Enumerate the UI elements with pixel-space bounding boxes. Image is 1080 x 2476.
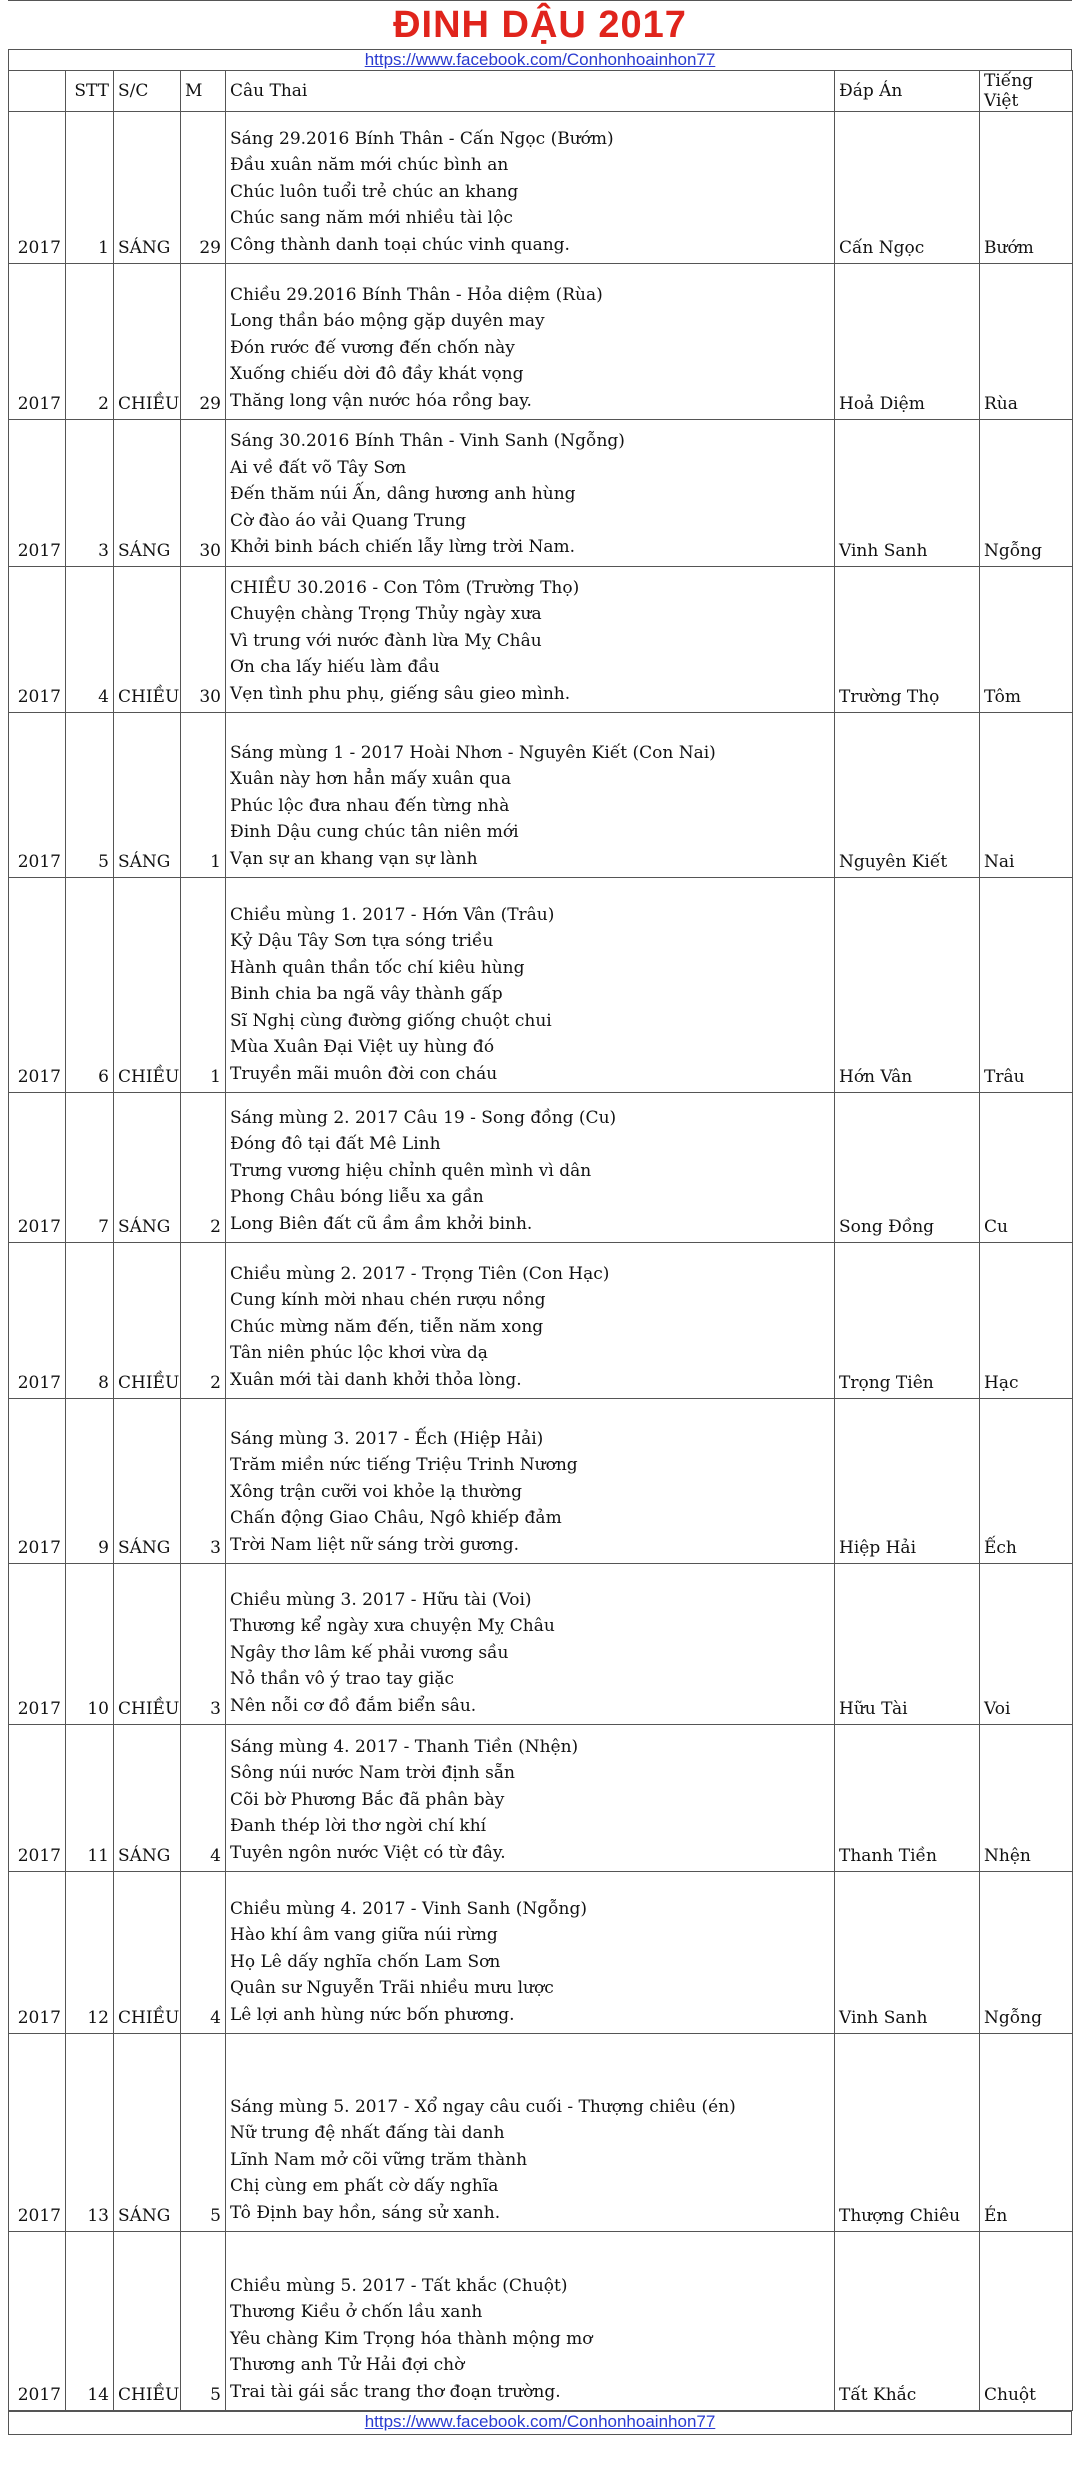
header-dap-an: Đáp Án xyxy=(835,71,980,112)
table-row xyxy=(9,1725,1073,1872)
verse-line: Chấn động Giao Châu, Ngô khiếp đảm xyxy=(230,1508,562,1528)
sc-cell: CHIỀU xyxy=(114,2232,181,2411)
verse-line: Ai về đất võ Tây Sơn xyxy=(230,457,407,478)
facebook-link-top[interactable]: https://www.facebook.com/Conhonhoainhon77 xyxy=(364,50,716,69)
verse-cell xyxy=(226,2034,835,2232)
verse-line: Cờ đào áo vải Quang Trung xyxy=(230,510,467,531)
year-cell: 2017 xyxy=(9,2232,66,2411)
stt-cell: 6 xyxy=(66,878,114,1093)
stt-cell: 8 xyxy=(66,1243,114,1399)
sc-cell: CHIỀU xyxy=(114,264,181,420)
answer-cell: Song Đồng xyxy=(835,1093,980,1243)
verse-line: Long Biên đất cũ ầm ầm khởi binh. xyxy=(230,1213,533,1234)
verse-line: Nên nỗi cơ đồ đắm biển sâu. xyxy=(230,1695,477,1716)
verse-line: Sáng mùng 4. 2017 - Thanh Tiền (Nhện) xyxy=(230,1736,579,1757)
header-tieng-viet: Tiếng Việt xyxy=(980,71,1073,112)
answer-cell: Vinh Sanh xyxy=(835,420,980,567)
table-row xyxy=(9,566,1073,713)
verse-line: Quân sư Nguyễn Trãi nhiều mưu lược xyxy=(230,1978,554,1998)
header-sc: S/C xyxy=(114,71,181,112)
sc-cell: SÁNG xyxy=(114,713,181,878)
year-cell: 2017 xyxy=(9,1243,66,1399)
year-cell: 2017 xyxy=(9,1725,66,1872)
verse-line: Yêu chàng Kim Trọng hóa thành mộng mơ xyxy=(230,2328,593,2349)
vietnamese-cell: Hạc xyxy=(980,1243,1073,1399)
verse-line: Tô Định bay hồn, sáng sử xanh. xyxy=(230,2202,501,2223)
stt-cell: 7 xyxy=(66,1093,114,1243)
stt-cell: 4 xyxy=(66,566,114,713)
verse-line: Sáng 29.2016 Bính Thân - Cấn Ngọc (Bướm) xyxy=(230,128,614,149)
verse-line: Nữ trung đệ nhất đấng tài danh xyxy=(230,2123,505,2143)
verse-cell xyxy=(226,566,835,713)
verse-line: Chúc mừng năm đến, tiễn năm xong xyxy=(230,1316,544,1337)
table-row xyxy=(9,1093,1073,1243)
verse-line: Vạn sự an khang vạn sự lành xyxy=(230,848,478,869)
table-row xyxy=(9,2034,1073,2232)
verse-line: Chiều mùng 4. 2017 - Vinh Sanh (Ngỗng) xyxy=(230,1898,587,1919)
sc-cell: SÁNG xyxy=(114,2034,181,2232)
verse-cell xyxy=(226,420,835,567)
verse-line: Long thần báo mộng gặp duyên may xyxy=(230,311,545,331)
vietnamese-cell: Rùa xyxy=(980,264,1073,420)
table-row xyxy=(9,1872,1073,2034)
table-row xyxy=(9,1243,1073,1399)
verse-line: Sáng mùng 2. 2017 Câu 19 - Song đồng (Cu) xyxy=(230,1107,617,1128)
table-row xyxy=(9,2232,1073,2411)
answer-cell: Vinh Sanh xyxy=(835,1872,980,2034)
answer-cell: Cấn Ngọc xyxy=(835,112,980,264)
stt-cell: 1 xyxy=(66,112,114,264)
verse-line: Sáng 30.2016 Bính Thân - Vinh Sanh (Ngỗng) xyxy=(230,431,625,451)
verse-line: Thương kể ngày xưa chuyện Mỵ Châu xyxy=(230,1616,555,1636)
m-cell: 2 xyxy=(181,1243,226,1399)
verse-line: Chiều mùng 5. 2017 - Tất khắc (Chuột) xyxy=(230,2275,568,2296)
m-cell: 3 xyxy=(181,1399,226,1564)
verse-line: Hào khí âm vang giữa núi rừng xyxy=(230,1925,498,1945)
verse-line: Trăm miền nức tiếng Triệu Trinh Nương xyxy=(230,1455,578,1475)
verse-line: Sáng mùng 5. 2017 - Xổ ngay câu cuối - Thượng chiêu (én) xyxy=(230,2096,736,2117)
verse-line: Ơn cha lấy hiếu làm đầu xyxy=(230,657,440,677)
verse-line: Sáng mùng 1 - 2017 Hoài Nhơn - Nguyên Kiết (Con Nai) xyxy=(230,742,716,763)
stt-cell: 13 xyxy=(66,2034,114,2232)
stt-cell: 3 xyxy=(66,420,114,567)
m-cell: 29 xyxy=(181,264,226,420)
m-cell: 5 xyxy=(181,2232,226,2411)
answer-cell: Thượng Chiêu xyxy=(835,2034,980,2232)
verse-line: Cung kính mời nhau chén rượu nồng xyxy=(230,1290,546,1310)
verse-line: Vì trung với nước đành lừa Mỵ Châu xyxy=(230,630,542,651)
verse-line: Lĩnh Nam mở cõi vững trăm thành xyxy=(230,2149,528,2170)
verse-line: Phong Châu bóng liễu xa gần xyxy=(230,1187,484,1207)
vietnamese-cell: Ngỗng xyxy=(980,420,1073,567)
verse-line: Truyền mãi muôn đời con cháu xyxy=(230,1063,498,1084)
vietnamese-cell: Voi xyxy=(980,1564,1073,1725)
verse-line: Tuyên ngôn nước Việt có từ đây. xyxy=(230,1842,506,1863)
verse-line: Đóng đô tại đất Mê Linh xyxy=(230,1134,441,1154)
verse-line: Khởi binh bách chiến lẫy lừng trời Nam. xyxy=(230,537,576,557)
sc-cell: CHIỀU xyxy=(114,1243,181,1399)
verse-line: Công thành danh toại chúc vinh quang. xyxy=(230,234,570,255)
verse-line: Binh chia ba ngã vây thành gấp xyxy=(230,984,503,1004)
verse-cell xyxy=(226,1399,835,1564)
verse-cell xyxy=(226,878,835,1093)
year-cell: 2017 xyxy=(9,713,66,878)
verse-line: Nỏ thần vô ý trao tay giặc xyxy=(230,1669,454,1689)
verse-line: Họ Lê dấy nghĩa chốn Lam Sơn xyxy=(230,1951,501,1972)
header-stt: STT xyxy=(66,71,114,112)
sc-cell: SÁNG xyxy=(114,1399,181,1564)
verse-cell xyxy=(226,1725,835,1872)
sc-cell: SÁNG xyxy=(114,420,181,567)
verse-line: Thăng long vận nước hóa rồng bay. xyxy=(230,390,532,411)
answer-cell: Thanh Tiền xyxy=(835,1725,980,1872)
verse-line: Vẹn tình phu phụ, giếng sâu gieo mình. xyxy=(230,683,571,704)
stt-cell: 9 xyxy=(66,1399,114,1564)
verse-line: Chúc sang năm mới nhiều tài lộc xyxy=(230,208,513,228)
table-row xyxy=(9,713,1073,878)
verse-line: Sáng mùng 3. 2017 - Ếch (Hiệp Hải) xyxy=(230,1428,544,1449)
facebook-link-bottom[interactable]: https://www.facebook.com/Conhonhoainhon77 xyxy=(364,2412,716,2431)
answer-cell: Trường Thọ xyxy=(835,566,980,713)
vietnamese-cell: Én xyxy=(980,2034,1073,2232)
year-cell: 2017 xyxy=(9,2034,66,2232)
verse-cell xyxy=(226,264,835,420)
bottom-link-row xyxy=(8,2411,1072,2435)
verse-line: Lê lợi anh hùng nức bốn phương. xyxy=(230,2004,515,2025)
vietnamese-cell: Cu xyxy=(980,1093,1073,1243)
stt-cell: 10 xyxy=(66,1564,114,1725)
answer-cell: Hớn Vân xyxy=(835,878,980,1093)
stt-cell: 5 xyxy=(66,713,114,878)
verse-line: Thương anh Tử Hải đợi chờ xyxy=(230,2355,465,2375)
m-cell: 29 xyxy=(181,112,226,264)
table-row xyxy=(9,1399,1073,1564)
answer-cell: Trọng Tiên xyxy=(835,1243,980,1399)
page-title: ĐINH DẬU 2017 xyxy=(8,0,1072,49)
m-cell: 1 xyxy=(181,713,226,878)
verse-line: Chuyện chàng Trọng Thủy ngày xưa xyxy=(230,604,542,624)
vietnamese-cell: Ếch xyxy=(980,1399,1073,1564)
top-link-row xyxy=(8,49,1072,70)
answer-cell: Hoả Diệm xyxy=(835,264,980,420)
m-cell: 5 xyxy=(181,2034,226,2232)
sc-cell: SÁNG xyxy=(114,112,181,264)
vietnamese-cell: Nai xyxy=(980,713,1073,878)
m-cell: 4 xyxy=(181,1872,226,2034)
verse-line: Đến thăm núi Ấn, dâng hương anh hùng xyxy=(230,484,576,504)
verse-line: Kỷ Dậu Tây Sơn tựa sóng triều xyxy=(230,931,494,951)
vietnamese-cell: Tôm xyxy=(980,566,1073,713)
verse-line: Trưng vương hiệu chỉnh quên mình vì dân xyxy=(230,1160,592,1181)
answer-cell: Tất Khắc xyxy=(835,2232,980,2411)
year-cell: 2017 xyxy=(9,112,66,264)
table-header-row xyxy=(9,71,1073,112)
stt-cell: 14 xyxy=(66,2232,114,2411)
answer-cell: Hữu Tài xyxy=(835,1564,980,1725)
verse-line: Trời Nam liệt nữ sáng trời gương. xyxy=(230,1534,519,1555)
verse-line: Xuân mới tài danh khởi thỏa lòng. xyxy=(230,1369,522,1390)
verse-line: Cõi bờ Phương Bắc đã phân bày xyxy=(230,1789,505,1810)
table-row xyxy=(9,1564,1073,1725)
sc-cell: CHIỀU xyxy=(114,1564,181,1725)
verse-cell xyxy=(226,1564,835,1725)
verse-cell xyxy=(226,1872,835,2034)
riddle-table xyxy=(8,70,1073,2411)
verse-cell xyxy=(226,112,835,264)
m-cell: 3 xyxy=(181,1564,226,1725)
year-cell: 2017 xyxy=(9,420,66,567)
verse-line: Đinh Dậu cung chúc tân niên mới xyxy=(230,822,519,842)
verse-line: Ngây thơ lâm kế phải vương sầu xyxy=(230,1642,509,1663)
m-cell: 30 xyxy=(181,566,226,713)
m-cell: 2 xyxy=(181,1093,226,1243)
sc-cell: CHIỀU xyxy=(114,1872,181,2034)
header-year xyxy=(9,71,66,112)
verse-cell xyxy=(226,1093,835,1243)
verse-line: Đầu xuân năm mới chúc bình an xyxy=(230,155,509,175)
year-cell: 2017 xyxy=(9,878,66,1093)
answer-cell: Hiệp Hải xyxy=(835,1399,980,1564)
verse-line: Sông núi nước Nam trời định sẵn xyxy=(230,1763,515,1783)
verse-line: Chúc luôn tuổi trẻ chúc an khang xyxy=(230,181,519,202)
vietnamese-cell: Bướm xyxy=(980,112,1073,264)
vietnamese-cell: Ngỗng xyxy=(980,1872,1073,2034)
verse-line: Chiều 29.2016 Bính Thân - Hỏa diệm (Rùa) xyxy=(230,284,603,305)
year-cell: 2017 xyxy=(9,1564,66,1725)
verse-line: Xuân này hơn hẳn mấy xuân qua xyxy=(230,769,512,789)
year-cell: 2017 xyxy=(9,1872,66,2034)
stt-cell: 11 xyxy=(66,1725,114,1872)
verse-line: Hành quân thần tốc chí kiêu hùng xyxy=(230,957,525,978)
verse-line: Tân niên phúc lộc khơi vừa dạ xyxy=(230,1343,488,1363)
table-row xyxy=(9,878,1073,1093)
answer-cell: Nguyên Kiết xyxy=(835,713,980,878)
verse-line: Trai tài gái sắc trang thơ đoạn trường. xyxy=(230,2381,561,2402)
sc-cell: CHIỀU xyxy=(114,878,181,1093)
verse-line: Xuống chiếu dời đô đầy khát vọng xyxy=(230,364,524,384)
m-cell: 4 xyxy=(181,1725,226,1872)
vietnamese-cell: Nhện xyxy=(980,1725,1073,1872)
vietnamese-cell: Trâu xyxy=(980,878,1073,1093)
verse-line: Thương Kiều ở chốn lầu xanh xyxy=(230,2302,483,2322)
m-cell: 1 xyxy=(181,878,226,1093)
year-cell: 2017 xyxy=(9,1399,66,1564)
verse-line: Đón rước đế vương đến chốn này xyxy=(230,337,515,358)
vietnamese-cell: Chuột xyxy=(980,2232,1073,2411)
header-cau-thai: Câu Thai xyxy=(226,71,835,112)
header-m: M xyxy=(181,71,226,112)
m-cell: 30 xyxy=(181,420,226,567)
verse-line: Chiều mùng 3. 2017 - Hữu tài (Voi) xyxy=(230,1589,532,1610)
verse-cell xyxy=(226,2232,835,2411)
year-cell: 2017 xyxy=(9,1093,66,1243)
verse-line: Xông trận cưỡi voi khỏe lạ thường xyxy=(230,1481,522,1502)
verse-cell xyxy=(226,1243,835,1399)
verse-cell xyxy=(226,713,835,878)
stt-cell: 12 xyxy=(66,1872,114,2034)
sheet xyxy=(8,0,1072,2435)
year-cell: 2017 xyxy=(9,566,66,713)
sc-cell: CHIỀU xyxy=(114,566,181,713)
verse-line: Chiều mùng 2. 2017 - Trọng Tiên (Con Hạc) xyxy=(230,1263,610,1284)
verse-line: Sĩ Nghị cùng đường giống chuột chui xyxy=(230,1010,552,1031)
verse-line: Chị cùng em phất cờ dấy nghĩa xyxy=(230,2176,499,2196)
verse-line: Mùa Xuân Đại Việt uy hùng đó xyxy=(230,1037,495,1057)
verse-line: Chiều mùng 1. 2017 - Hớn Vân (Trâu) xyxy=(230,904,555,925)
table-row xyxy=(9,112,1073,264)
stt-cell: 2 xyxy=(66,264,114,420)
verse-line: CHIỀU 30.2016 - Con Tôm (Trường Thọ) xyxy=(230,577,580,598)
sc-cell: SÁNG xyxy=(114,1725,181,1872)
verse-line: Đanh thép lời thơ ngời chí khí xyxy=(230,1816,487,1836)
year-cell: 2017 xyxy=(9,264,66,420)
verse-line: Phúc lộc đưa nhau đến từng nhà xyxy=(230,795,510,816)
table-row xyxy=(9,420,1073,567)
table-row xyxy=(9,264,1073,420)
sc-cell: SÁNG xyxy=(114,1093,181,1243)
